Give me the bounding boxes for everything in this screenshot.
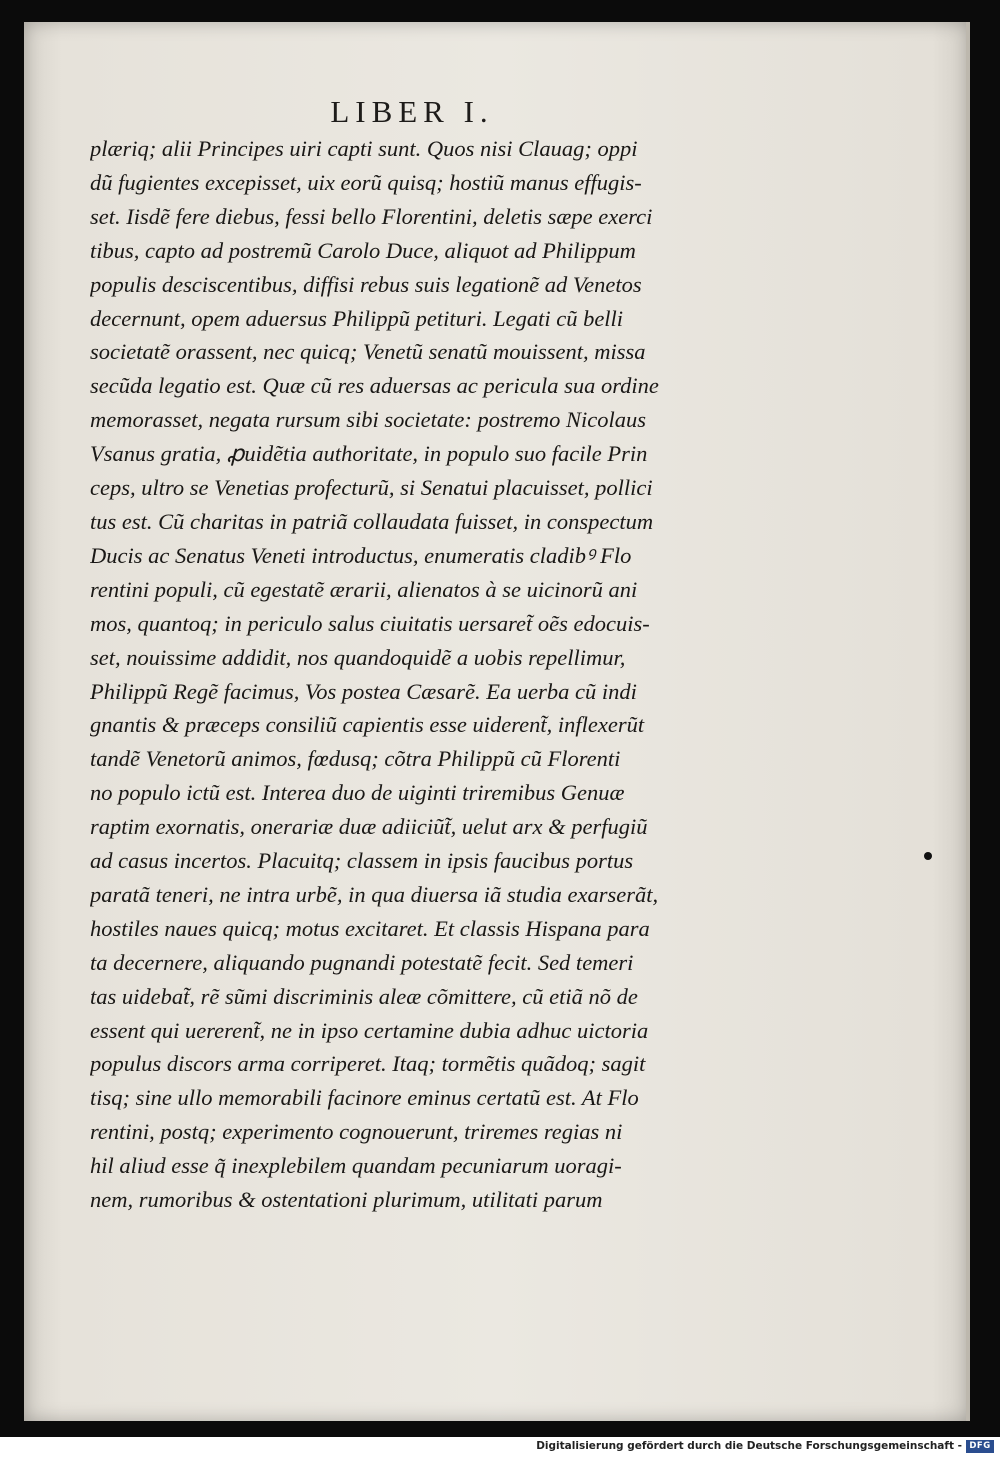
text-line: mos, quantoq; in periculo salus ciuitatis uersaret͂ oẽs edocuis- [90,610,650,636]
text-line: hil aliud esse q̃ inexplebilem quandam pecuniarum uoragi- [90,1153,622,1179]
text-line: secũda legatio est. Quæ cũ res aduersas ac pericula sua ordine [90,373,659,399]
text-line: tas uidebat͂, rẽ sũmi discriminis aleæ cõmittere, cũ etiã nõ de [90,983,638,1009]
text-line: tus est. Cũ charitas in patriã collaudata fuisset, in conspectum [90,508,654,534]
text-line: memorasset, negata rursum sibi societate: postremo Nicolaus [90,407,647,433]
text-line: societatẽ orassent, nec quicq; Venetũ senatũ mouissent, missa [90,339,646,365]
text-line: rentini, postq; experimento cognouerunt, triremes regias ni [90,1119,623,1145]
text-line: gnantis & præceps consiliũ capientis esse uiderent͂, inflexerũt [90,712,645,738]
text-line: set. Iisdẽ fere diebus, fessi bello Florentini, deletis sæpe exerci [90,203,653,229]
text-line: nem, rumoribus & ostentationi plurimum, utilitati parum [90,1187,603,1213]
margin-dot [924,852,932,860]
dfg-logo: DFG [966,1440,994,1453]
text-line: decernunt, opem aduersus Philippũ petituri. Legati cũ belli [90,305,624,331]
footer-credit: Digitalisierung gefördert durch die Deutsche Forschungsgemeinschaft - [536,1440,962,1452]
text-line: raptim exornatis, onerariæ duæ adiiciũt͂, uelut arx & perfugiũ [90,814,648,840]
text-block [90,132,750,1217]
text-line: no populo ictũ est. Interea duo de uiginti triremibus Genuæ [90,780,625,806]
text-line: Philippũ Regẽ facimus, Vos postea Cæsarẽ. Ea uerba cũ indi [90,678,637,704]
page-edge [966,22,970,1421]
text-line: tandẽ Venetorũ animos, fœdusq; cõtra Philippũ cũ Florenti [90,746,621,772]
text-line: Ducis ac Senatus Veneti introductus, enumeratis cladibꝰ Flo [90,542,632,568]
text-line: essent qui uererent͂, ne in ipso certamine dubia adhuc uictoria [90,1017,649,1043]
footer-bar [0,1437,1000,1457]
text-line: populus discors arma corriperet. Itaq; tormẽtis quãdoq; sagit [90,1051,646,1077]
text-line: dũ fugientes excepisset, uix eorũ quisq; hostiũ manus effugis- [90,169,642,195]
text-line: set, nouissime addidit, nos quandoquidẽ a uobis repellimur, [90,644,626,670]
text-line: rentini populi, cũ egestatẽ ærarii, alienatos à se uicinorũ ani [90,576,638,602]
book-page [24,22,970,1421]
running-head: LIBER I. [330,94,494,129]
text-line: ad casus incertos. Placuitq; classem in ipsis faucibus portus [90,848,634,874]
text-line: ceps, ultro se Venetias profecturũ, si Senatui placuisset, pollici [90,475,653,501]
text-line: hostiles naues quicq; motus excitaret. Et classis Hispana para [90,915,650,941]
text-line: tisq; sine ullo memorabili facinore eminus certatũ est. At Flo [90,1085,639,1111]
text-line: plæriq; alii Principes uiri capti sunt. Quos nisi Clauag; oppi [90,136,638,161]
text-line: populis desciscentibus, diffisi rebus suis legationẽ ad Venetos [90,271,642,297]
text-line: ta decernere, aliquando pugnandi potestatẽ fecit. Sed temeri [90,949,634,975]
text-line: paratã teneri, ne intra urbẽ, in qua diuersa iã studia exarserãt, [90,881,659,907]
text-line: Vsanus gratia, ꝓuidẽtia authoritate, in populo suo facile Prin [90,441,648,467]
text-line: tibus, capto ad postremũ Carolo Duce, aliquot ad Philippum [90,237,636,263]
